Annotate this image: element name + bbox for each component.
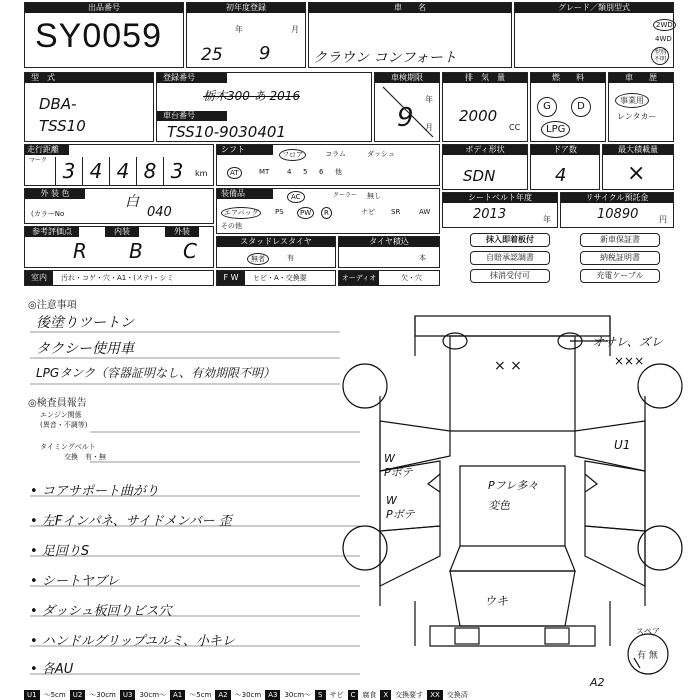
- color-no-label: (カラーNo: [31, 210, 65, 218]
- mark-a2: A2: [590, 676, 605, 689]
- fw-box: [216, 270, 336, 286]
- seatbelt-box: [442, 192, 558, 228]
- bullet-3: • 足回りS: [30, 544, 90, 559]
- equip-ps: PS: [275, 208, 284, 216]
- legend-desc: 30cm～: [284, 691, 312, 699]
- seatbelt-label: シートベルト年度: [443, 193, 557, 203]
- studless-none: 無者: [247, 253, 269, 265]
- body-value: SDN: [463, 167, 496, 185]
- mileage-digit: 8: [136, 157, 163, 185]
- mileage-digit: 4: [82, 157, 109, 185]
- drive-4wd: 4WD: [655, 35, 672, 43]
- equip-airbag: エアバッグ: [221, 207, 261, 219]
- fuel-d: D: [571, 97, 591, 117]
- mileage-digits: [55, 157, 190, 185]
- shift-6: 6: [319, 168, 324, 176]
- displacement-value: 2000: [459, 107, 498, 125]
- recycle-yen-unit: 円: [659, 215, 667, 224]
- spare-label: スペア: [636, 627, 660, 636]
- caution-line-1: 後塗りツートン: [36, 315, 134, 331]
- model-name-label: 車 名: [309, 3, 511, 13]
- bullet-7-text: 各AU: [41, 662, 74, 677]
- shift-5: 5: [303, 168, 308, 176]
- legend-code: C: [348, 690, 359, 700]
- studless-yes: 有: [287, 254, 294, 262]
- mileage-digit: 4: [109, 157, 136, 185]
- equip-other-label: その他: [221, 222, 242, 230]
- fuel-g: G: [537, 97, 557, 117]
- history-business: 事業用: [615, 93, 649, 108]
- btn-manual: 納税証明書: [580, 251, 660, 265]
- month-unit: 月: [291, 25, 299, 34]
- displacement-box: [442, 72, 528, 142]
- recycle-box: [560, 192, 674, 228]
- timing-label: タイミングベルト: [40, 443, 96, 451]
- doors-box: [530, 144, 600, 190]
- legend-desc: ～5cm: [189, 691, 212, 699]
- shift-box: [216, 144, 440, 186]
- type-label: 型 式: [25, 73, 153, 83]
- inspect-box: [374, 72, 440, 142]
- legend-code: A3: [265, 690, 280, 700]
- inspect-month-unit: 月: [425, 123, 433, 132]
- exterior-value: C: [183, 239, 197, 263]
- inspect-strike: [375, 83, 439, 141]
- caution-line-3: LPGタンク（容器証明なし、有効期限不明）: [36, 366, 275, 380]
- model-box: [308, 2, 512, 68]
- inspect-value: 9: [397, 103, 414, 133]
- audio-opts: 欠・穴: [401, 274, 422, 282]
- first-reg-label: 初年度登録: [187, 3, 305, 13]
- shift-other: 他: [335, 168, 342, 176]
- legend-desc: 30cm～: [139, 691, 167, 699]
- legend-code: U3: [120, 690, 136, 700]
- legend-desc: 腐食: [362, 691, 377, 699]
- btn-plate: 抹入即着板付: [470, 233, 550, 247]
- equip-aw: AW: [419, 208, 431, 216]
- mileage-box: [24, 144, 214, 186]
- fw-label: F W: [217, 271, 245, 285]
- bullet-5-text: ダッシュ板回りビス穴: [41, 604, 172, 619]
- bullet-2: • 左Fインパネ、サイドメンバー 歪: [30, 514, 232, 529]
- color-label: 外 装 色: [25, 189, 85, 199]
- inspector-label: ◎検査員報告: [28, 398, 87, 409]
- shift-4: 4: [287, 168, 292, 176]
- seatbelt-value: 2013: [473, 207, 507, 222]
- bullet-7: • 各AU: [30, 662, 74, 677]
- recycle-label: リサイクル預託金: [561, 193, 673, 203]
- first-reg-box: [186, 2, 306, 68]
- tire-unit: 本: [419, 254, 426, 262]
- reg-box: [156, 72, 372, 142]
- bullet-4: • シートヤブレ: [30, 574, 120, 589]
- history-rental: レンタカー: [617, 112, 657, 121]
- equip-sr: SR: [391, 208, 401, 216]
- reg-no-value: 栃木300 あ 2016: [203, 89, 301, 103]
- mark-rear: ウキ: [484, 594, 509, 608]
- eval-box: [24, 226, 214, 268]
- btn-self: 自賠承認調書: [470, 251, 550, 265]
- engine-sub: (異音・不調等): [40, 421, 88, 429]
- bullet-2-text: 左Fインパネ、サイドメンバー 歪: [41, 514, 232, 529]
- btn-new-warranty: 新車保証書: [580, 233, 660, 247]
- legend-code: A2: [215, 690, 230, 700]
- legend-code: XX: [427, 690, 443, 700]
- capacity-value: ×: [627, 161, 646, 186]
- seatbelt-year-unit: 年: [543, 215, 551, 224]
- front-bumper: [415, 316, 610, 336]
- reg-no-label: 登録番号: [157, 73, 227, 83]
- eval-value: R: [73, 239, 87, 263]
- fuel-box: [530, 72, 606, 142]
- legend-desc: ～30cm: [89, 691, 116, 699]
- btn-cancel: 抹消受付可: [470, 269, 550, 283]
- drive-unknown: 型別 不明: [651, 47, 669, 65]
- chassis-label: 車台番号: [157, 111, 227, 121]
- legend-code: A1: [170, 690, 185, 700]
- equip-navi: ナビ: [361, 208, 375, 216]
- interior-cond-box: [24, 270, 214, 286]
- interior-label: 内装: [105, 227, 139, 237]
- mark-left-rear: W Pボテ: [386, 494, 415, 521]
- legend-bar: [24, 690, 674, 700]
- timing-opts: 交換 有・無: [64, 453, 106, 461]
- spare-value: 有 無: [637, 651, 658, 661]
- inspect-label: 車検期限: [375, 73, 439, 83]
- legend-desc: ～30cm: [234, 691, 262, 699]
- fw-opts: ヒビ・A・交換要: [253, 274, 307, 282]
- doors-value: 4: [555, 165, 567, 186]
- interior-value: B: [129, 239, 143, 263]
- bullet-3-text: 足回りS: [41, 544, 90, 559]
- eval-label: 参考評価点: [25, 227, 79, 237]
- btn-cable: 充電ケーブル: [580, 269, 660, 283]
- studless-label: スタッドレスタイヤ: [217, 237, 335, 247]
- bullet-6: • ハンドルグリップユルミ、小キレ: [30, 634, 235, 649]
- equip-cooler: クーラー: [333, 192, 358, 199]
- displacement-label: 排 気 量: [443, 73, 527, 83]
- mark-roof: Pフレ多々 変色: [488, 479, 539, 512]
- mark-front-right: オサレ、ズレ: [592, 335, 663, 349]
- body-box: [442, 144, 528, 190]
- bullet-1: • コアサポート曲がり: [30, 484, 159, 499]
- bullet-4-text: シートヤブレ: [41, 574, 120, 589]
- equip-none: 無し: [367, 192, 381, 200]
- interior-cond-opts: 汚れ・コゲ・穴・A1・(ステ)・シミ: [61, 274, 174, 282]
- lot-box: [24, 2, 184, 68]
- grade-box: [514, 2, 674, 68]
- model-name: クラウン コンフォート: [313, 50, 457, 66]
- audio-label: オーディオ: [339, 271, 379, 285]
- type-value: DBA- TSS10: [39, 95, 86, 135]
- engine-label: エンジン関係: [40, 411, 82, 419]
- shift-column: コラム: [325, 150, 346, 158]
- type-box: [24, 72, 154, 142]
- bullet-5: • ダッシュ板回りビス穴: [30, 604, 172, 619]
- capacity-label: 最大積載量: [603, 145, 673, 155]
- first-reg-month: 9: [259, 43, 271, 64]
- mark-fr-corner: ×××: [614, 354, 645, 368]
- mark-left-front: W Pボテ: [384, 452, 413, 479]
- shift-at: AT: [227, 167, 242, 179]
- chassis-value: TSS10-9030401: [167, 123, 286, 141]
- legend-desc: ～5cm: [43, 691, 66, 699]
- fuel-lpg: LPG: [541, 121, 570, 138]
- legend-code: U2: [70, 690, 86, 700]
- history-label: 車 歴: [609, 73, 673, 83]
- history-box: [608, 72, 674, 142]
- fuel-label: 燃 料: [531, 73, 605, 83]
- year-unit: 年: [235, 25, 243, 34]
- equip-pw: PW: [297, 207, 314, 219]
- legend-code: S: [315, 690, 325, 700]
- mileage-digit: 3: [55, 157, 82, 185]
- drive-2wd: 2WD: [653, 19, 676, 31]
- audio-box: [338, 270, 440, 286]
- legend-desc: 交換済: [446, 691, 468, 699]
- color-no: 040: [147, 205, 172, 220]
- doors-label: ドア数: [531, 145, 599, 155]
- km-unit: km: [195, 169, 208, 178]
- mark-hood: × ×: [494, 358, 522, 374]
- color-value: 白: [125, 194, 139, 210]
- mileage-label: 走行距離: [25, 145, 69, 155]
- mileage-digit: 3: [163, 157, 190, 185]
- tire-box: [338, 236, 440, 268]
- caution-label: ◎注意事項: [28, 300, 77, 311]
- inspect-year-unit: 年: [425, 95, 433, 104]
- shift-label: シフト: [217, 145, 273, 155]
- equip-ac: AC: [287, 191, 305, 203]
- grade-label: グレード／類別型式: [515, 3, 673, 13]
- equip-box: [216, 188, 440, 234]
- interior-cond-label: 室内: [25, 271, 53, 285]
- first-reg-year: 25: [201, 45, 223, 65]
- legend-desc: サビ: [329, 691, 344, 699]
- capacity-box: [602, 144, 674, 190]
- legend-code: X: [380, 690, 391, 700]
- shift-floor: フロア: [279, 149, 306, 161]
- bullet-6-text: ハンドルグリップユルミ、小キレ: [41, 634, 235, 649]
- cc-unit: CC: [509, 123, 521, 132]
- shift-dash: ダッシュ: [367, 150, 395, 158]
- equip-r: R: [321, 207, 332, 219]
- recycle-value: 10890: [597, 207, 639, 222]
- lot-number: SY0059: [35, 17, 162, 55]
- studless-box: [216, 236, 336, 268]
- shift-mt: MT: [259, 168, 270, 176]
- legend-code: U1: [24, 690, 40, 700]
- mark-right-front: U1: [614, 438, 631, 452]
- hood: [450, 336, 575, 431]
- color-box: [24, 188, 214, 224]
- tire-label: タイヤ積込: [339, 237, 439, 247]
- lot-label: 出品番号: [25, 3, 183, 13]
- equip-label: 装備品: [217, 189, 273, 199]
- bullet-1-text: コアサポート曲がり: [41, 484, 159, 499]
- caution-line-2: タクシー使用車: [36, 341, 134, 357]
- mileage-mark: マーク: [29, 157, 48, 164]
- legend-desc: 交換要す: [395, 691, 424, 699]
- body-label: ボディ形状: [443, 145, 527, 155]
- exterior-label: 外装: [165, 227, 199, 237]
